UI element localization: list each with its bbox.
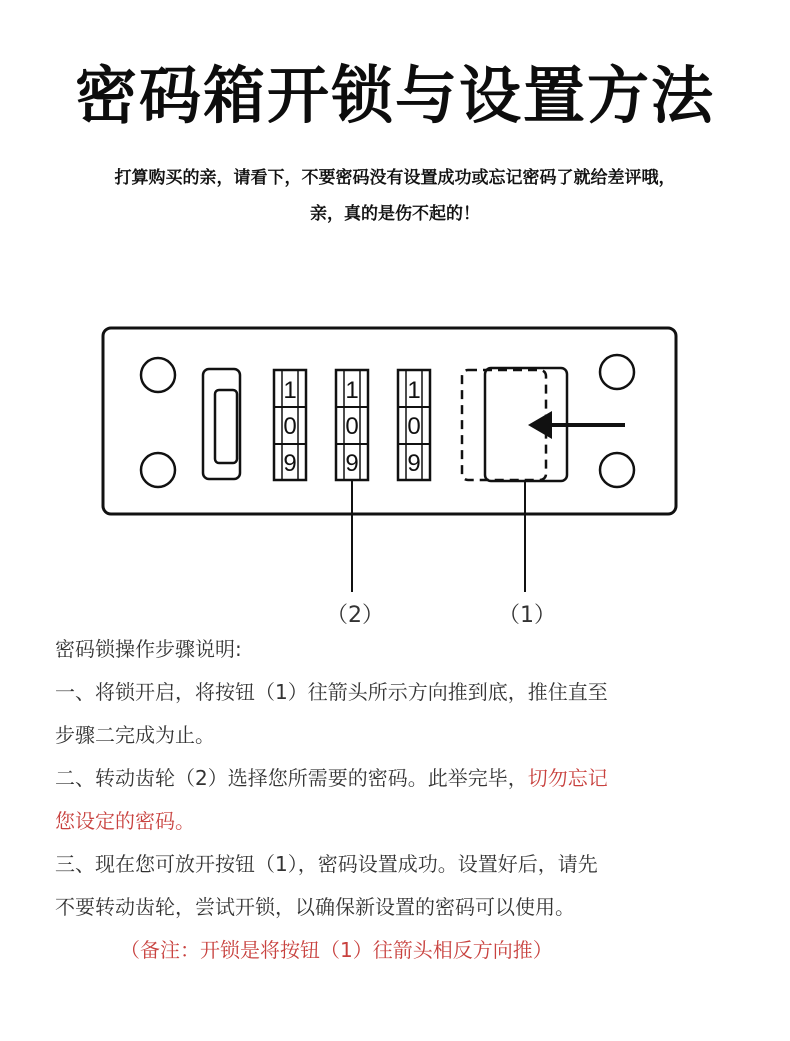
combination-wheel-2 [336, 370, 368, 480]
step-1-line-2: 步骤二完成为止。 [55, 723, 215, 747]
label-wheel: （2） [326, 603, 384, 628]
step-2-line-1 [55, 757, 745, 800]
wheel-digit: 1 [407, 377, 421, 404]
screw-hole-top-left [141, 358, 175, 392]
wheel-digit: 0 [345, 413, 359, 440]
step-2-warning: 切勿忘记 [527, 766, 608, 790]
subtitle-line-2: 亲，真的是伤不起的！ [310, 204, 480, 224]
wheel-digit: 9 [345, 450, 359, 477]
label-button: （1） [498, 603, 556, 628]
push-arrow-head [528, 411, 552, 439]
wheel-digit: 9 [283, 450, 297, 477]
wheel-digit: 9 [407, 450, 421, 477]
keyhole-inner [215, 390, 237, 463]
page-title: 密码箱开锁与设置方法 [74, 59, 715, 132]
step-1-line-1: 一、将锁开启，将按钮（1）往箭头所示方向推到底，推住直至 [55, 680, 608, 704]
combination-wheel-1 [274, 370, 306, 480]
lock-diagram [0, 300, 790, 630]
instructions-heading: 密码锁操作步骤说明: [55, 637, 242, 661]
screw-hole-bottom-right [600, 453, 634, 487]
screw-hole-bottom-left [141, 453, 175, 487]
step-3-line-1: 三、现在您可放开按钮（1），密码设置成功。设置好后，请先 [55, 852, 598, 876]
step-2-text: 二、转动齿轮（2）选择您所需要的密码。此举完毕， [55, 766, 528, 790]
combination-wheel-3 [398, 370, 430, 480]
step-3-line-2: 不要转动齿轮，尝试开锁，以确保新设置的密码可以使用。 [55, 895, 575, 919]
wheel-digit: 1 [345, 377, 359, 404]
instructions [55, 628, 745, 929]
note: （备注：开锁是将按钮（1）往箭头相反方向推） [120, 938, 553, 962]
wheel-digit: 0 [283, 413, 297, 440]
wheel-digit: 0 [407, 413, 421, 440]
step-2-line-2: 您设定的密码。 [55, 809, 195, 833]
subtitle-line-1: 打算购买的亲，请看下，不要密码没有设置成功或忘记密码了就给差评哦， [114, 168, 676, 188]
lock-plate [103, 328, 676, 514]
screw-hole-top-right [600, 355, 634, 389]
wheel-digit: 1 [283, 377, 297, 404]
